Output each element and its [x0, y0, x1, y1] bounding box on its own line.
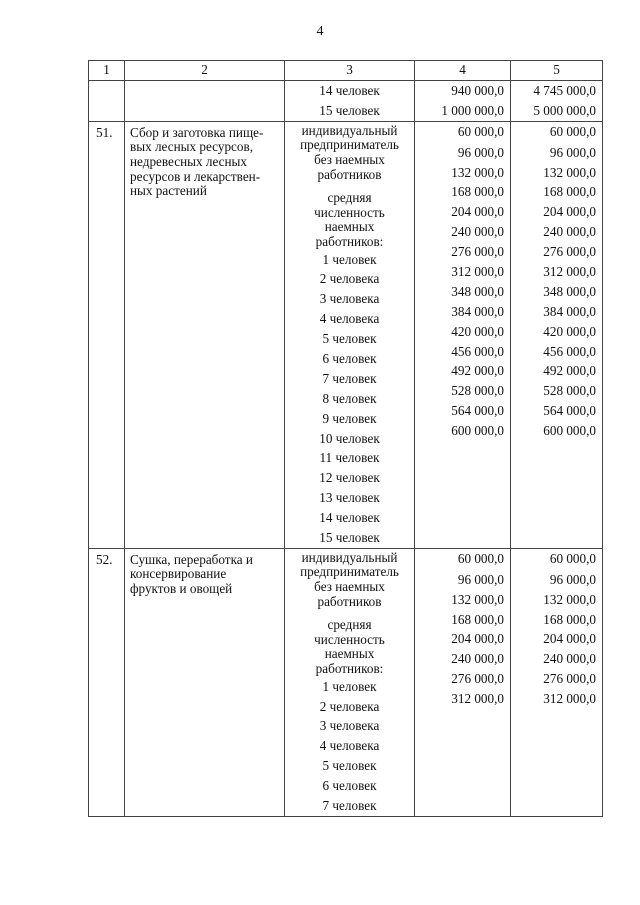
employee-count-label: 12 человек	[319, 470, 380, 486]
cell-category	[285, 121, 415, 548]
header-col-1: 1	[89, 61, 125, 81]
entrepreneur-label-line: индивидуальный	[301, 549, 398, 565]
rate-value-col5: 456 000,0	[543, 343, 596, 359]
rate-value-col4: 1 000 000,0	[441, 102, 504, 118]
cell-category	[285, 548, 415, 816]
employee-count-label: 2 человека	[319, 698, 380, 714]
entrepreneur-label-line: работников	[317, 593, 382, 609]
cell-col4	[415, 548, 511, 816]
employee-count-label: 1 человек	[322, 678, 377, 694]
employee-count-label: 1 человек	[322, 251, 377, 267]
entrepreneur-rate-col4: 60 000,0	[457, 550, 504, 566]
rate-value-col4: 420 000,0	[451, 323, 504, 339]
table-header	[89, 61, 603, 81]
entrepreneur-label	[289, 122, 410, 182]
employee-count-label: 3 человека	[319, 291, 380, 307]
rate-value-col5: 564 000,0	[543, 403, 596, 419]
employee-count-label: 6 человек	[322, 350, 377, 366]
average-headcount-label-line: работников:	[315, 661, 384, 677]
header-col-5: 5	[511, 61, 603, 81]
rate-value-col4: 168 000,0	[451, 611, 504, 627]
activity-name-line: ресурсов и лекарствен-	[130, 168, 261, 184]
entrepreneur-rate-col4: 60 000,0	[457, 123, 504, 139]
cell-number	[89, 81, 125, 122]
average-headcount-label-line: средняя	[327, 190, 372, 206]
header-col-4: 4	[415, 61, 511, 81]
cell-col5	[511, 548, 603, 816]
rate-value-col4: 384 000,0	[451, 303, 504, 319]
rate-value-col4: 312 000,0	[451, 264, 504, 280]
entrepreneur-rate-col5: 60 000,0	[549, 123, 596, 139]
activity-name-line: недревесных лесных	[130, 153, 248, 169]
table-body	[89, 81, 603, 817]
employee-count-label: 7 человек	[322, 797, 377, 813]
employee-count-label: 4 человека	[319, 738, 380, 754]
average-headcount-label-line: средняя	[327, 617, 372, 633]
activity-name-line: Сбор и заготовка пище-	[130, 124, 264, 140]
rate-value-col5: 276 000,0	[543, 244, 596, 260]
average-headcount-label-line: численность	[314, 631, 385, 647]
employee-count-label: 5 человек	[322, 331, 377, 347]
rate-value-col4: 564 000,0	[451, 403, 504, 419]
cell-activity	[125, 121, 285, 548]
entrepreneur-rate-col5: 60 000,0	[549, 550, 596, 566]
rate-value-col5: 276 000,0	[543, 671, 596, 687]
rate-value-col5: 528 000,0	[543, 383, 596, 399]
spacer	[289, 609, 410, 616]
employee-count-label: 10 человек	[319, 430, 380, 446]
cell-col4	[415, 81, 511, 122]
cell-activity	[125, 81, 285, 122]
rate-value-col4: 168 000,0	[451, 184, 504, 200]
rate-value-col5: 492 000,0	[543, 363, 596, 379]
cell-col5	[511, 81, 603, 122]
rate-value-col4: 204 000,0	[451, 631, 504, 647]
header-row	[89, 61, 603, 81]
rate-value-col5: 168 000,0	[543, 184, 596, 200]
entrepreneur-label-line: предприниматель	[300, 137, 399, 153]
activity-name-line: консервирование	[130, 566, 227, 582]
average-headcount-label	[289, 616, 410, 676]
table-row-section	[89, 548, 603, 816]
employee-count-label: 14 человек	[319, 510, 380, 526]
rate-value-col5: 132 000,0	[543, 591, 596, 607]
activity-name-line: фруктов и овощей	[130, 581, 233, 597]
entrepreneur-label-line: работников	[317, 166, 382, 182]
rate-value-col4: 276 000,0	[451, 244, 504, 260]
activity-name-line: вых лесных ресурсов,	[130, 139, 254, 155]
employee-count-label: 15 человек	[319, 530, 380, 545]
entrepreneur-label-line: без наемных	[314, 579, 385, 595]
cell-col5	[511, 121, 603, 548]
rate-value-col5: 420 000,0	[543, 323, 596, 339]
employee-count-label: 4 человека	[319, 311, 380, 327]
rate-value-col5: 312 000,0	[543, 691, 596, 707]
entrepreneur-label-line: без наемных	[314, 151, 385, 167]
activity-name-line: ных растений	[130, 183, 207, 199]
rate-value-col5: 4 745 000,0	[533, 83, 596, 98]
rate-value-col4: 240 000,0	[451, 651, 504, 667]
rate-value-col5: 600 000,0	[543, 423, 596, 439]
rate-value-col4: 528 000,0	[451, 383, 504, 399]
rate-value-col5: 204 000,0	[543, 631, 596, 647]
rate-value-col5: 5 000 000,0	[533, 102, 596, 118]
rate-value-col4: 600 000,0	[451, 423, 504, 439]
rate-value-col4: 492 000,0	[451, 363, 504, 379]
spacer	[289, 182, 410, 189]
average-headcount-label	[289, 189, 410, 249]
page-number: 4	[316, 24, 324, 39]
rate-value-col4: 456 000,0	[451, 343, 504, 359]
table-row-continuation	[89, 81, 603, 122]
rate-value-col4: 132 000,0	[451, 591, 504, 607]
employee-count-label: 3 человека	[319, 718, 380, 734]
cell-number: 51.	[89, 121, 125, 548]
cell-number: 52.	[89, 548, 125, 816]
employee-count-label: 13 человек	[319, 490, 380, 506]
rate-value-col4: 348 000,0	[451, 283, 504, 299]
rate-value-col5: 348 000,0	[543, 283, 596, 299]
rate-value-col5: 240 000,0	[543, 651, 596, 667]
average-headcount-label-line: наемных	[324, 646, 375, 662]
cell-activity	[125, 548, 285, 816]
employee-count-label: 8 человек	[322, 390, 377, 406]
rate-value-col5: 96 000,0	[549, 144, 596, 160]
rate-value-col4: 276 000,0	[451, 671, 504, 687]
rate-value-col5: 132 000,0	[543, 164, 596, 180]
rate-value-col4: 240 000,0	[451, 224, 504, 240]
employee-count-label: 2 человека	[319, 271, 380, 287]
rate-value-col4: 204 000,0	[451, 204, 504, 220]
header-col-2: 2	[125, 61, 285, 81]
cell-category	[285, 81, 415, 122]
employee-count-label: 5 человек	[322, 758, 377, 774]
table-row-section	[89, 121, 603, 548]
rate-value-col4: 940 000,0	[451, 83, 504, 98]
employee-count-label: 7 человек	[322, 370, 377, 386]
rate-value-col5: 240 000,0	[543, 224, 596, 240]
activity-name-line: Сушка, переработка и	[130, 551, 253, 567]
employee-count-label: 9 человек	[322, 410, 377, 426]
cell-col4	[415, 121, 511, 548]
entrepreneur-label	[289, 549, 410, 609]
employee-count-label: 11 человек	[319, 450, 380, 466]
rate-value-col5: 312 000,0	[543, 264, 596, 280]
average-headcount-label-line: численность	[314, 204, 385, 220]
entrepreneur-label-line: индивидуальный	[301, 122, 398, 138]
tax-rate-table	[88, 60, 603, 817]
average-headcount-label-line: наемных	[324, 219, 375, 235]
rate-value-col4: 312 000,0	[451, 691, 504, 707]
rate-value-col5: 384 000,0	[543, 303, 596, 319]
rate-value-col4: 96 000,0	[457, 571, 504, 587]
employee-count-label: 6 человек	[322, 778, 377, 794]
average-headcount-label-line: работников:	[315, 233, 384, 249]
rate-value-col4: 96 000,0	[457, 144, 504, 160]
entrepreneur-label-line: предприниматель	[300, 564, 399, 580]
rate-value-col5: 168 000,0	[543, 611, 596, 627]
rate-value-col4: 132 000,0	[451, 164, 504, 180]
rate-value-col5: 96 000,0	[549, 571, 596, 587]
employee-count-label: 15 человек	[319, 102, 380, 118]
rate-value-col5: 204 000,0	[543, 204, 596, 220]
header-col-3: 3	[285, 61, 415, 81]
employee-count-label: 14 человек	[319, 83, 380, 98]
